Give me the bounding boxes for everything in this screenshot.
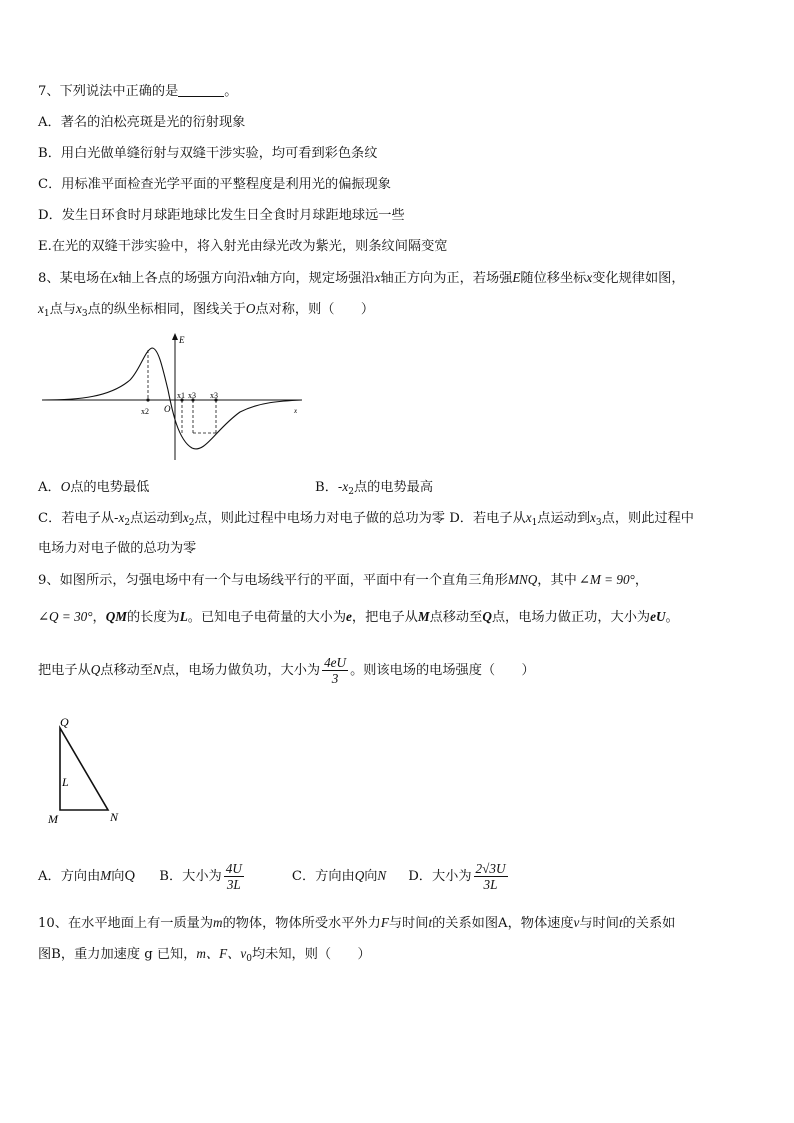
fraction-4eU-over-3: $\frac{4eU}{3}$ [324,655,347,686]
triangle-label-Q: Q [60,715,69,729]
fraction-4U-over-3L: $\frac{4U}{3L}$ [225,861,242,892]
fraction-2sqrt3U-over-3L: $\frac{2√3U}{3L}$ [475,861,506,892]
q7-option-e: E.在光的双缝干涉实验中，将入射光由绿光改为紫光，则条纹间隔变宽 [38,239,448,254]
q9-stem-line3: 把电子从Q点移动至N点，电场力做负功，大小为 $\frac{4eU}{3}$ 。则该电场的电场强度（ ） [38,655,535,686]
graph-label-x-axis: x [294,407,298,415]
q7-option-c: C．用标准平面检查光学平面的平整程度是利用光的偏振现象 [38,177,391,192]
q10-stem-line1: 10、在水平地面上有一质量为m的物体，物体所受水平外力F与时间t的关系如图A，物体速度v与时间t的关系如 [38,915,676,931]
q8-option-d-cont: 电场力对电子做的总功为零 [38,541,197,556]
q8-stem-line1: 8、某电场在x轴上各点的场强方向沿x轴方向，规定场强沿x轴正方向为正，若场强E随位移坐标x变化规律如图， [38,270,685,286]
graph-label-x1: x1 [177,391,185,400]
graph-label-O: O [164,404,171,414]
graph-label-x3: x3 [210,391,218,400]
triangle-label-M: M [48,812,58,826]
q9-stem-line1: 9、如图所示，匀强电场中有一个与电场线平行的平面，平面中有一个直角三角形MNQ，其中 ∠M = 90°， [38,572,649,588]
q9-stem-line2: ∠Q = 30°，QM的长度为L。已知电子电荷量的大小为e，把电子从M点移动至Q点，电场力做正功，大小为eU。 [38,609,679,625]
triangle-label-N: N [110,810,119,824]
q7-option-a: A．著名的泊松亮斑是光的衍射现象 [38,115,246,130]
q8-option-cd: C．若电子从$-x_2$点运动到$x_2$点，则此过程中电场力对电子做的总功为零 D．若电子从$x_1$点运动到$x_3$点，则此过程中 [38,510,694,528]
q7-option-b: B．用白光做单缝衍射与双缝干涉实验，均可看到彩色条纹 [38,146,378,161]
graph-label-E: E [179,335,185,345]
q8-option-b: B．$-x_2$点的电势最高 [315,479,434,497]
triangle-label-L: L [62,775,69,789]
q9-options: A．方向由M向Q B．大小为 $\frac{4U}{3L}$ C．方向由Q向N D．大小为 $\frac{2√3U}{3L}$ [38,861,506,892]
graph-label-x2: x2 [141,407,149,416]
right-triangle-diagram [40,710,140,830]
q8-stem-line2: $x_1$点与$x_3$点的纵坐标相同，图线关于O点对称，则（ ） [38,301,375,319]
q7-stem: 7、下列说法中正确的是 。 [38,84,238,99]
q7-option-d: D．发生日环食时月球距地球比发生日全食时月球距地球远一些 [38,208,405,223]
q8-option-a: A．O点的电势最低 [38,479,150,495]
field-strength-graph [40,330,310,465]
q10-stem-line2: 图B，重力加速度 g 已知，m、F、$v_0$均未知，则（ ） [38,946,371,964]
answer-blank [178,84,224,97]
graph-label-x0: x3 [188,391,196,400]
